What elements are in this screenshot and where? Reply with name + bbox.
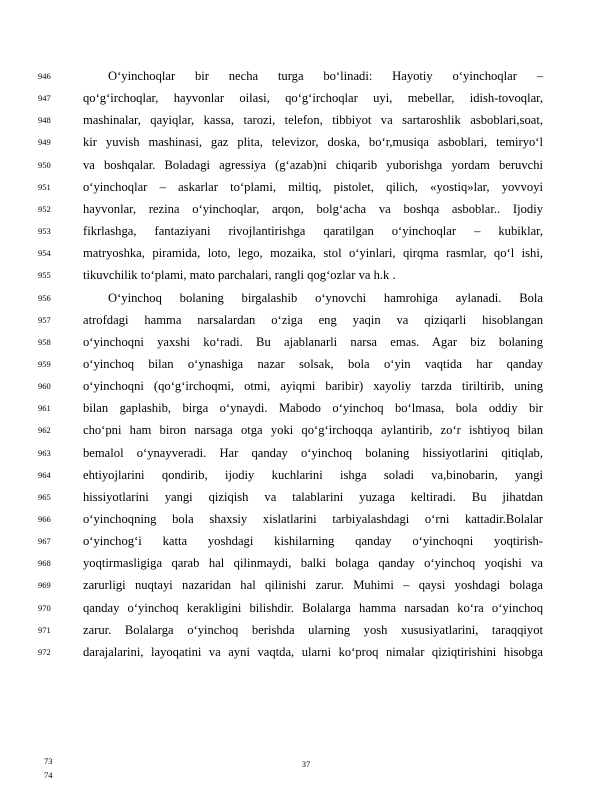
text-line bbox=[0, 375, 612, 397]
paragraph-line-text: zarur. Bolalarga o‘yinchoq berishda ularning yosh xususiyatlarini, taraqqiyot bbox=[83, 622, 543, 637]
line-number: 966 bbox=[38, 514, 51, 524]
footer-line-number-74: 74 bbox=[44, 770, 53, 780]
text-line bbox=[0, 530, 612, 552]
paragraph-line-text: fikrlashga, fantaziyani rivojlantirishga qaratilgan o‘yinchoqlar – kubiklar, bbox=[83, 224, 543, 239]
paragraph-line-text: matryoshka, piramida, loto, lego, mozaika, stol o‘yinlari, qirqma rasmlar, qo‘l ishi, bbox=[83, 246, 543, 261]
paragraph-line-text: va boshqalar. Boladagi agressiya (g‘azab)ni chiqarib yuborishga yordam beruvchi bbox=[83, 157, 543, 172]
line-number: 948 bbox=[38, 115, 51, 126]
text-line bbox=[0, 641, 612, 663]
paragraph-line-text: yoqtirmasligiga qarab hal qilinmaydi, balki bolaga qanday o‘yinchoq yoqishi va bbox=[83, 556, 543, 571]
text-line bbox=[0, 508, 612, 530]
paragraph-line-text: o‘yinchoqlar – askarlar to‘plami, miltiq, pistolet, qilich, «yostiq»lar, yovvoyi bbox=[83, 179, 543, 194]
text-line bbox=[0, 220, 612, 242]
line-number: 949 bbox=[38, 137, 51, 148]
line-number: 958 bbox=[38, 336, 51, 347]
paragraph-line-text: mashinalar, qayiqlar, kassa, tarozi, telefon, tibbiyot va sartaroshlik asboblari,soat, bbox=[83, 113, 543, 128]
paragraph-line-text: o‘yinchoqni (qo‘g‘irchoqmi, otmi, ayiqmi baribir) xayoliy tarzda tiriltirib, uning bbox=[83, 379, 543, 394]
line-number: 957 bbox=[38, 314, 51, 325]
paragraph-line-text: cho‘pni ham biron narsaga otga yoki qo‘g‘irchoqqa aylantirib, zo‘r ishtiyoq bilan bbox=[83, 423, 543, 438]
paragraph-line-text: tikuvchilik to‘plami, mato parchalari, rangli qog‘ozlar va h.k . bbox=[83, 268, 396, 283]
line-number: 968 bbox=[38, 558, 51, 569]
text-line bbox=[0, 419, 612, 441]
text-line bbox=[0, 574, 612, 596]
page-number: 37 bbox=[301, 759, 311, 769]
line-number: 971 bbox=[38, 624, 51, 635]
text-line bbox=[0, 109, 612, 131]
line-number: 952 bbox=[38, 203, 51, 214]
paragraph-line-text: qanday o‘yinchoq kerakligini bilishdir. Bolalarga hamma narsadan ko‘ra o‘yinchoq bbox=[83, 600, 543, 615]
paragraph-line-text: o‘yinchog‘i katta yoshdagi kishilarning qanday o‘yinchoqni yoqtirish- bbox=[83, 534, 543, 549]
line-number: 946 bbox=[38, 71, 51, 81]
paragraph-line-text: kir yuvish mashinasi, gaz plita, televizor, doska, bo‘r,musiqa asboblari, temiryo‘l bbox=[83, 135, 543, 150]
line-number: 954 bbox=[38, 248, 51, 259]
text-line bbox=[0, 486, 612, 508]
paragraph-line-text: ehtiyojlarini qondirib, ijodiy kuchlarini ishga soladi va,binobarin, yangi bbox=[83, 467, 543, 482]
line-number: 950 bbox=[38, 159, 51, 170]
paragraph-line-text: hissiyotlarini yangi qiziqish va talablarini yuzaga keltiradi. Bu jihatdan bbox=[83, 489, 543, 504]
line-number: 956 bbox=[38, 292, 51, 303]
text-line bbox=[0, 264, 612, 286]
line-number: 947 bbox=[38, 93, 51, 104]
paragraph-line-text: o‘yinchoqni yaxshi ko‘radi. Bu ajablanarli narsa emas. Agar biz bolaning bbox=[83, 334, 543, 349]
line-number: 951 bbox=[38, 181, 51, 192]
line-number: 963 bbox=[38, 447, 51, 458]
text-line bbox=[0, 597, 612, 619]
text-line bbox=[0, 353, 612, 375]
line-number: 967 bbox=[38, 536, 51, 547]
paragraph-line-text: atrofdagi hamma narsalardan o‘ziga eng yaqin va qiziqarli hisoblangan bbox=[83, 312, 543, 327]
line-number: 959 bbox=[38, 358, 51, 369]
text-line bbox=[0, 619, 612, 641]
paragraph-line-text: darajalarini, layoqatini va ayni vaqtda, ularni ko‘proq nimalar qiziqtirishini hisobga bbox=[83, 644, 543, 659]
paragraph-line-text: bemalol o‘ynayveradi. Har qanday o‘yinchoq bolaning hissiyotlarini qitiqlab, bbox=[83, 445, 543, 460]
line-number: 965 bbox=[38, 491, 51, 502]
paragraph-line-text: bilan gaplashib, birga o‘ynaydi. Mabodo o‘yinchoq bo‘lmasa, bola oddiy bir bbox=[83, 401, 543, 416]
paragraph-line-text: O‘yinchoqlar bir necha turga bo‘linadi: Hayotiy o‘yinchoqlar – bbox=[108, 69, 543, 83]
text-line bbox=[0, 198, 612, 220]
text-line bbox=[0, 131, 612, 153]
text-line bbox=[0, 154, 612, 176]
line-number: 961 bbox=[38, 403, 51, 414]
paragraph-line-text: o‘yinchoqning bola shaxsiy xislatlarini tarbiyalashdagi o‘rni kattadir.Bolalar bbox=[83, 512, 543, 526]
text-line bbox=[0, 331, 612, 353]
paragraph-line-text: hayvonlar, rezina o‘yinchoqlar, arqon, bolg‘acha va boshqa asboblar.. Ijodiy bbox=[83, 201, 543, 216]
line-number: 972 bbox=[38, 646, 51, 657]
text-line bbox=[0, 176, 612, 198]
line-number: 962 bbox=[38, 425, 51, 436]
footer-line-number-73: 73 bbox=[44, 756, 53, 766]
text-line bbox=[0, 87, 612, 109]
paragraph-line-text: qo‘g‘irchoqlar, hayvonlar oilasi, qo‘g‘irchoqlar uyi, mebellar, idish-tovoqlar, bbox=[83, 91, 543, 106]
line-number: 970 bbox=[38, 602, 51, 613]
line-number: 960 bbox=[38, 381, 51, 392]
text-line bbox=[0, 552, 612, 574]
line-number: 955 bbox=[38, 270, 51, 281]
text-line bbox=[0, 464, 612, 486]
text-line bbox=[0, 242, 612, 264]
line-number: 953 bbox=[38, 226, 51, 237]
text-line bbox=[0, 309, 612, 331]
text-line bbox=[0, 442, 612, 464]
paragraph-line-text: o‘yinchoq bilan o‘ynashiga nazar solsak, bola o‘yin vaqtida har qanday bbox=[83, 356, 543, 371]
line-number: 964 bbox=[38, 469, 51, 480]
paragraph-line-text: zarurligi nuqtayi nazaridan hal qilinishi zarur. Muhimi – qaysi yoshdagi bolaga bbox=[83, 578, 543, 593]
paragraph-line-text: O‘yinchoq bolaning birgalashib o‘ynovchi hamrohiga aylanadi. Bola bbox=[108, 290, 543, 305]
line-number: 969 bbox=[38, 580, 51, 591]
text-line bbox=[0, 287, 612, 309]
text-line bbox=[0, 397, 612, 419]
text-line bbox=[0, 65, 612, 87]
